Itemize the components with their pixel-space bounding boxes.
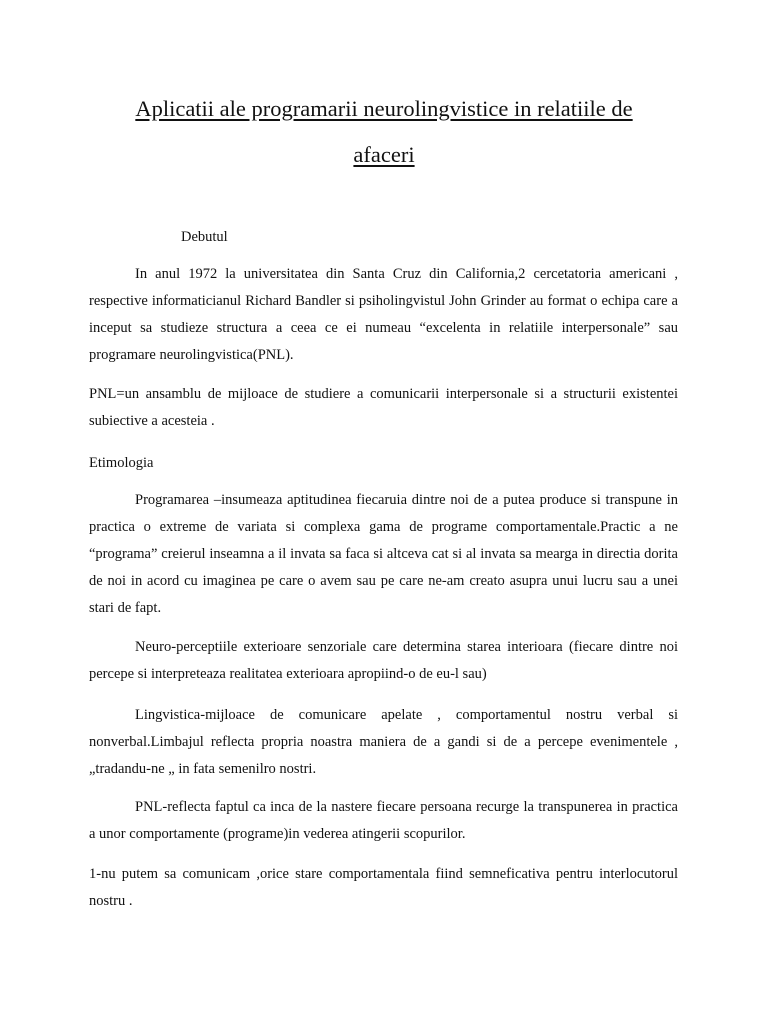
paragraph-debut: In anul 1972 la universitatea din Santa Cruz din California,2 cercetatoria americani , respective informaticianul Richard Bandler si psiholingvistul John Grinder au format o echipa care a inceput sa studieze structura a ceea ce ei numeau “excelenta in relatiile interpersonale” sau programare neurolingvistica(PNL). — [89, 266, 678, 363]
title-line-2: afaceri — [353, 142, 415, 167]
paragraph-lingvistica: Lingvistica-mijloace de comunicare apelate , comportamentul nostru verbal si nonverbal.Limbajul reflecta propria noastra maniera de a gandi si de a percepe evenimentele , „tradandu-ne „ in fata semenilro nostri. — [89, 707, 678, 777]
section-heading-etimologia: Etimologia — [89, 455, 154, 471]
paragraph-point-1: 1-nu putem sa comunicam ,orice stare comportamentala fiind semneficativa pentru interlocutorul nostru . — [89, 866, 678, 909]
paragraph-pnl-reflecta: PNL-reflecta faptul ca inca de la nastere fiecare persoana recurge la transpunerea in practica a unor comportamente (programe)in vederea atingerii scopurilor. — [89, 799, 678, 842]
paragraph-neuro: Neuro-perceptiile exterioare senzoriale care determina starea interioara (fiecare dintre noi percepe si interpreteaza realitatea exterioara apropiind-o de eu-l sau) — [89, 639, 678, 682]
document-title — [88, 88, 680, 176]
paragraph-pnl-definition: PNL=un ansamblu de mijloace de studiere a comunicarii interpersonale si a structurii existentei subiective a acesteia . — [89, 386, 678, 429]
section-heading-debutul: Debutul — [181, 229, 228, 245]
title-line-1: Aplicatii ale programarii neurolingvistice in relatiile de — [135, 96, 633, 121]
paragraph-programarea: Programarea –insumeaza aptitudinea fiecaruia dintre noi de a putea produce si transpune in practica o extreme de variata si complexa gama de programe comportamentale.Practic a ne “programa” creierul inseamna a il invata sa faca si altceva cat si al invata sa mearga in directia dorita de noi in acord cu imaginea pe care o avem sau pe care ne-am creato asupra unui lucru sau a unei stari de fapt. — [89, 492, 678, 616]
